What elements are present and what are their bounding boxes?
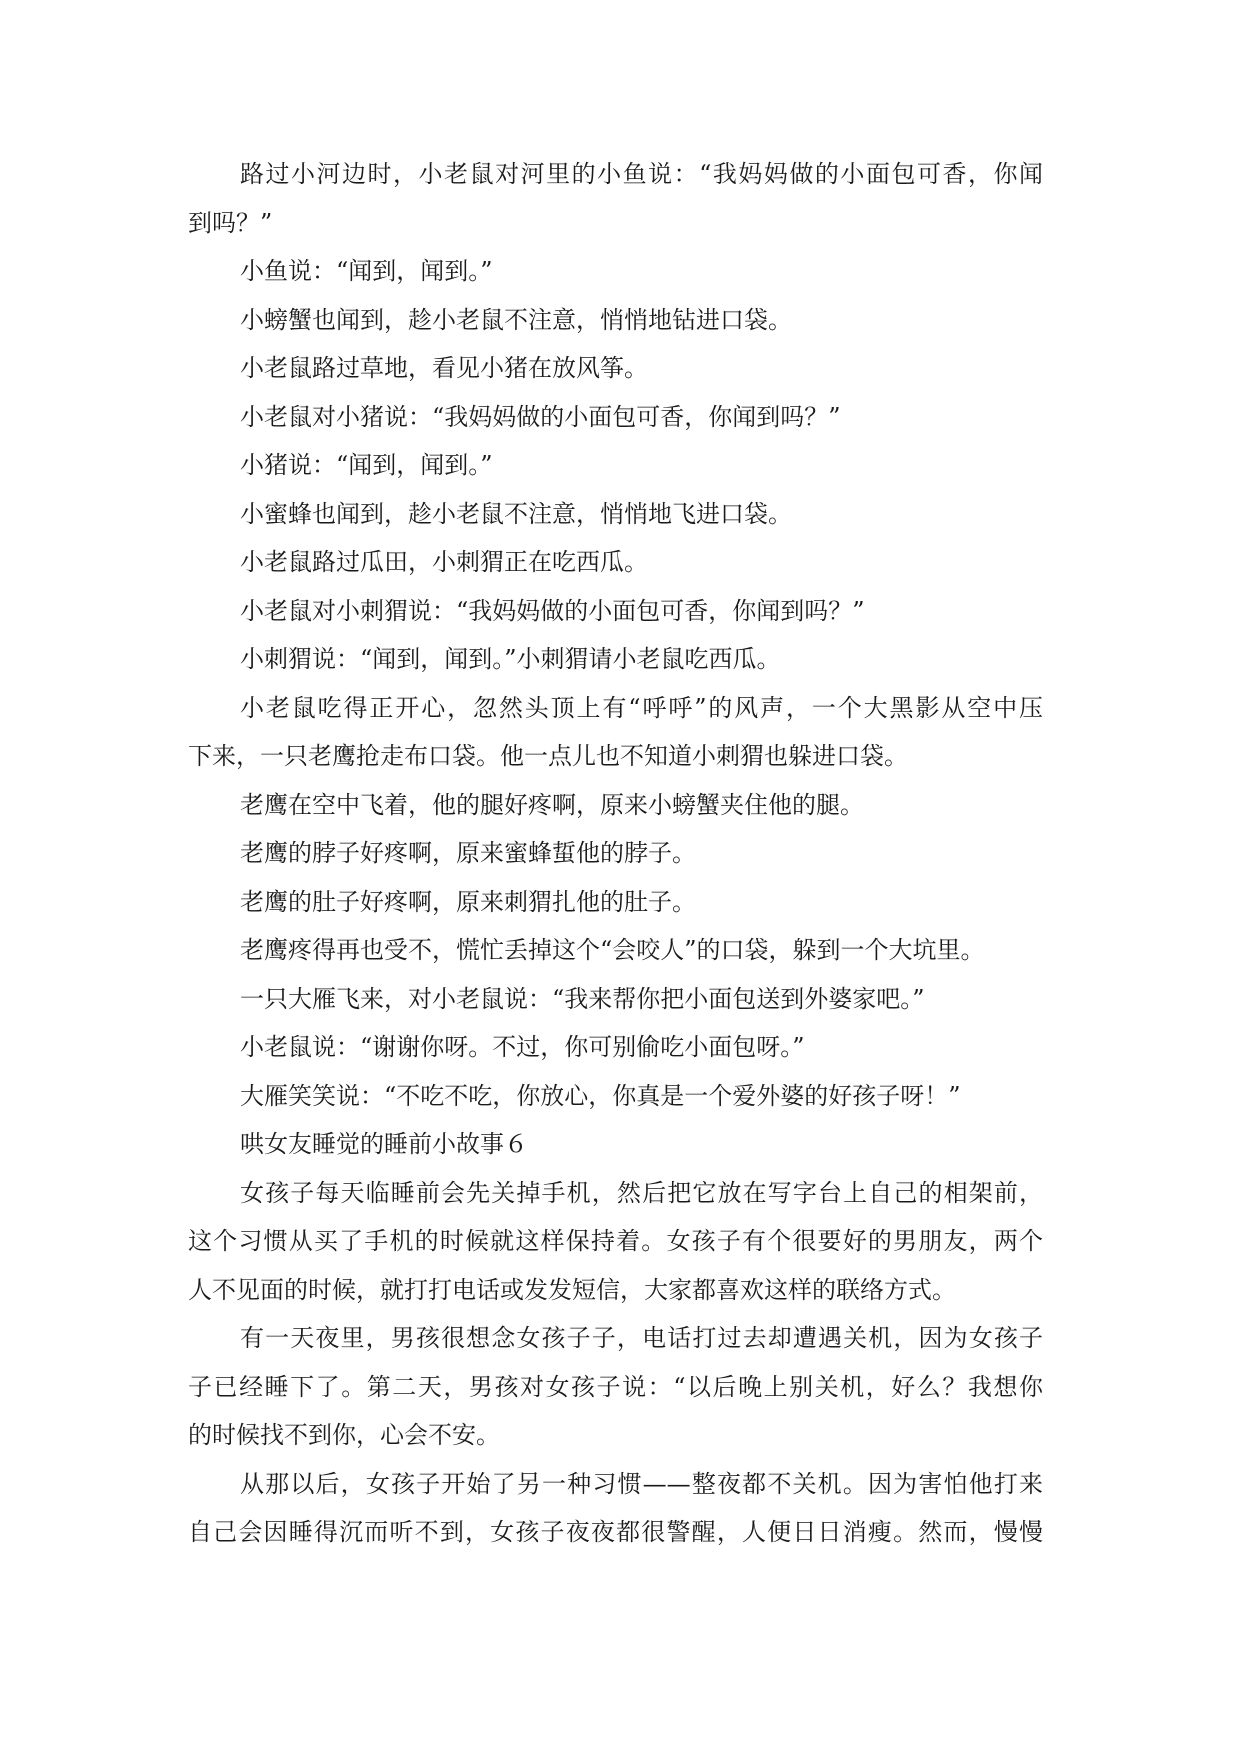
text-line: 小蜜蜂也闻到，趁小老鼠不注意，悄悄地飞进口袋。 [240,499,792,528]
text-line: 子已经睡下了。第二天，男孩对女孩子说：“以后晚上别关机，好么？我想你 [188,1372,1043,1401]
text-line: 老鹰在空中飞着，他的腿好疼啊，原来小螃蟹夹住他的腿。 [240,790,864,819]
text-line: 女孩子每天临睡前会先关掉手机，然后把它放在写字台上自己的相架前， [240,1178,1043,1207]
section-heading: 哄女友睡觉的睡前小故事６ [240,1130,528,1158]
text-line: 老鹰的肚子好疼啊，原来刺猬扎他的肚子。 [240,887,696,916]
text-line: 一只大雁飞来，对小老鼠说：“我来帮你把小面包送到外婆家吧。” [240,984,925,1013]
text-line: 到吗？” [188,208,273,237]
text-line: 小刺猬说：“闻到，闻到。”小刺猬请小老鼠吃西瓜。 [240,645,781,673]
text-line: 大雁笑笑说：“不吃不吃，你放心，你真是一个爱外婆的好孩子呀！” [240,1081,961,1110]
text-line: 小鱼说：“闻到，闻到。” [240,257,493,285]
text-line: 下来，一只老鹰抢走布口袋。他一点儿也不知道小刺猬也躲进口袋。 [188,742,908,770]
text-line: 路过小河边时，小老鼠对河里的小鱼说：“我妈妈做的小面包可香，你闻 [240,160,1043,188]
text-line: 小老鼠吃得正开心，忽然头顶上有“呼呼”的风声，一个大黑影从空中压 [240,693,1043,722]
text-line: 小老鼠说：“谢谢你呀。不过，你可别偷吃小面包呀。” [240,1033,805,1061]
text-line: 自己会因睡得沉而听不到，女孩子夜夜都很警醒，人便日日消瘦。然而，慢慢 [188,1518,1043,1546]
text-line: 小老鼠路过瓜田，小刺猬正在吃西瓜。 [240,548,648,576]
text-line: 小老鼠对小刺猬说：“我妈妈做的小面包可香，你闻到吗？” [240,596,865,625]
text-line: 小老鼠路过草地，看见小猪在放风筝。 [240,354,648,382]
document-page [188,150,1043,1557]
text-line: 从那以后，女孩子开始了另一种习惯——整夜都不关机。因为害怕他打来 [240,1469,1043,1498]
text-line: 小螃蟹也闻到，趁小老鼠不注意，悄悄地钻进口袋。 [240,305,792,334]
text-line: 小猪说：“闻到，闻到。” [240,451,493,479]
text-line: 的时候找不到你，心会不安。 [188,1421,500,1449]
text-line: 小老鼠对小猪说：“我妈妈做的小面包可香，你闻到吗？” [240,402,841,431]
text-line: 这个习惯从买了手机的时候就这样保持着。女孩子有个很要好的男朋友，两个 [188,1227,1043,1255]
text-line: 有一天夜里，男孩很想念女孩子子，电话打过去却遭遇关机，因为女孩子 [240,1324,1043,1352]
text-line: 老鹰疼得再也受不，慌忙丢掉这个“会咬人”的口袋，躲到一个大坑里。 [240,936,985,964]
text-line: 人不见面的时候，就打打电话或发发短信，大家都喜欢这样的联络方式。 [188,1275,956,1304]
text-line: 老鹰的脖子好疼啊，原来蜜蜂蜇他的脖子。 [240,839,696,867]
